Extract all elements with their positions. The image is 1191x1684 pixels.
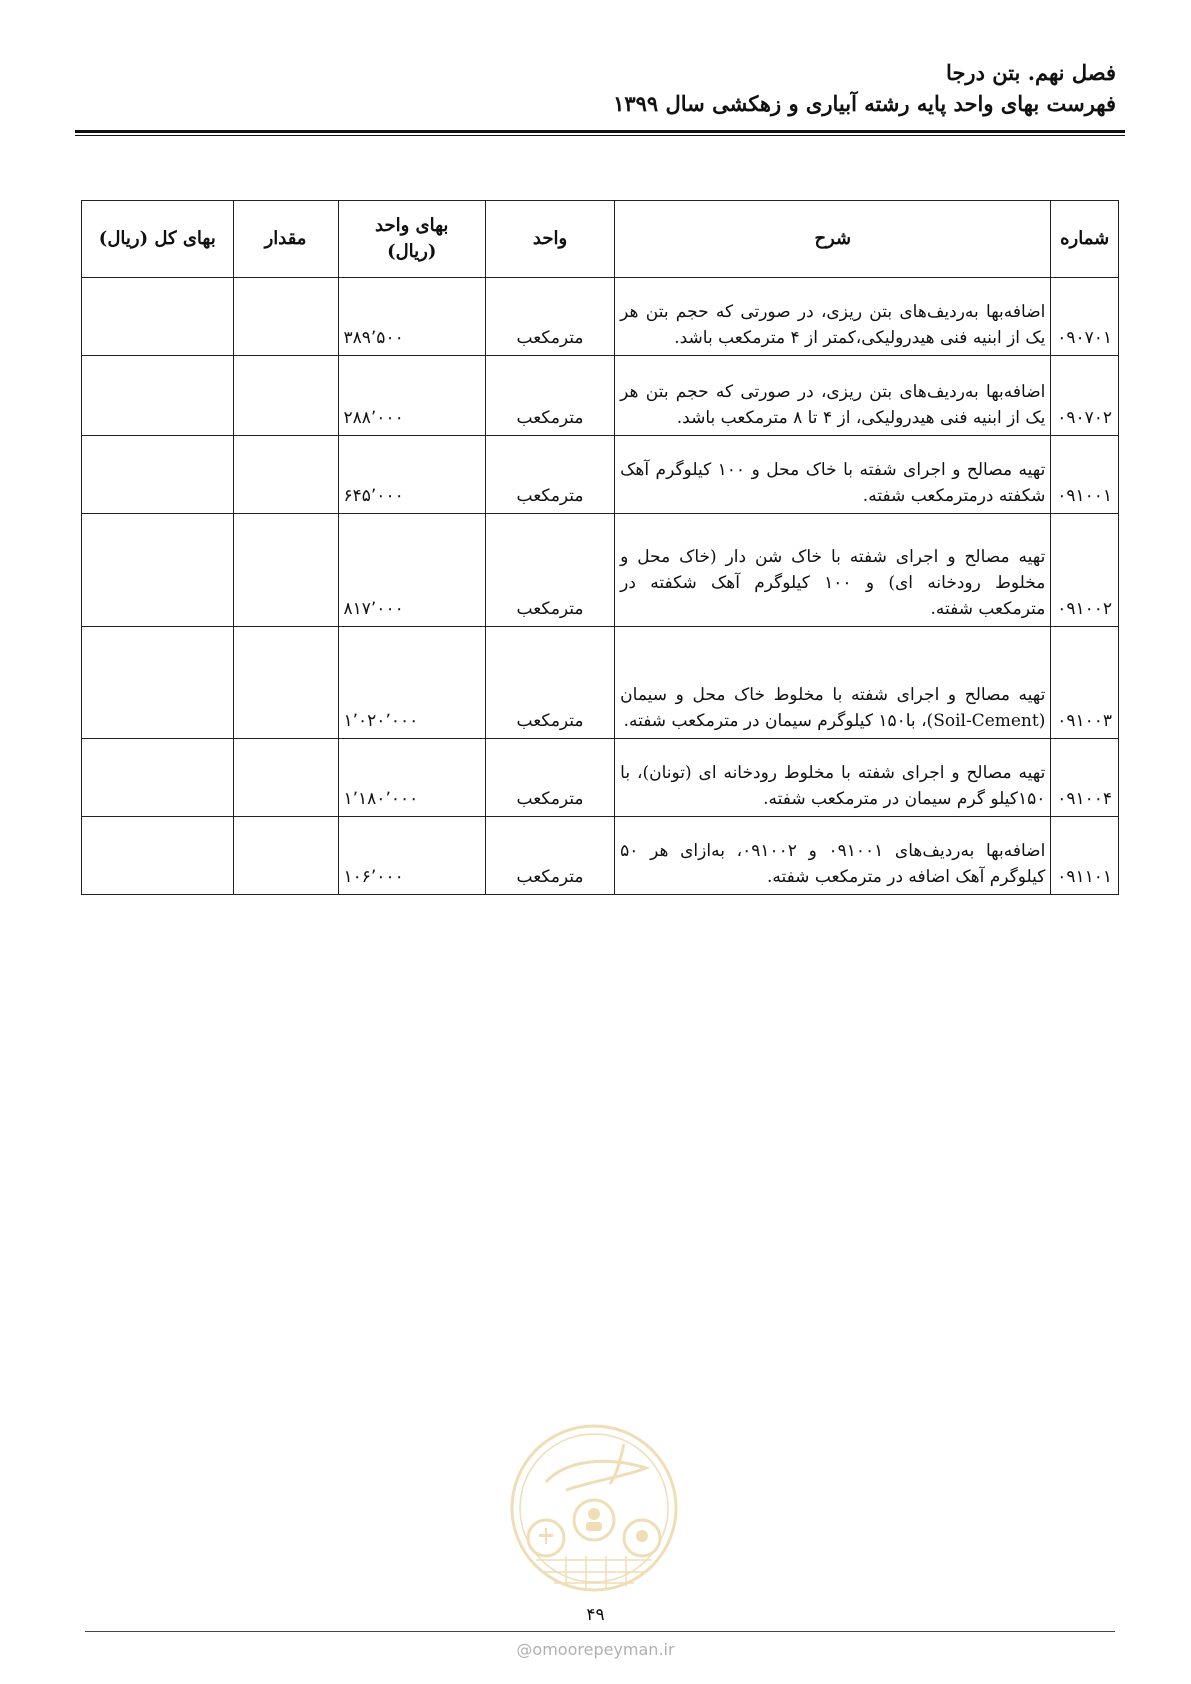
- document-subtitle: فهرست بهای واحد پایه رشته آبیاری و زهکشی سال ۱۳۹۹: [613, 91, 1116, 116]
- item-code: ۰۹۱۰۰۲: [1051, 514, 1119, 627]
- item-description: اضافه‌بها به‌ردیف‌های بتن ریزی، در صورتی که حجم بتن هر یک از ابنیه فنی هیدرولیکی،کمتر از ۴ مترمکعب باشد.: [615, 278, 1051, 356]
- item-code: ۰۹۱۰۰۳: [1051, 627, 1119, 739]
- item-quantity: [233, 627, 338, 739]
- omoore-peyman-logo-icon: [506, 1420, 682, 1596]
- item-quantity: [233, 817, 338, 895]
- unit-price-currency: (ریال): [387, 241, 437, 262]
- item-code: ۰۹۰۷۰۱: [1051, 278, 1119, 356]
- price-list-table: [81, 200, 1119, 895]
- item-unit: مترمکعب: [485, 278, 614, 356]
- item-description: تهیه مصالح و اجرای شفته با خاک محل و ۱۰۰ کیلوگرم آهک شکفته درمترمکعب شفته.: [615, 436, 1051, 514]
- item-total-price: [82, 356, 234, 436]
- item-unit: مترمکعب: [485, 356, 614, 436]
- item-description: تهیه مصالح و اجرای شفته با مخلوط رودخانه ای (تونان)، با ۱۵۰کیلو گرم سیمان در مترمکعب شفته.: [615, 739, 1051, 817]
- chapter-title: فصل نهم. بتن درجا: [946, 60, 1116, 85]
- column-header-total-price: بهای کل (ریال): [82, 201, 234, 278]
- item-quantity: [233, 356, 338, 436]
- item-unit: مترمکعب: [485, 436, 614, 514]
- item-unit-price: ۱۰۶٬۰۰۰: [338, 817, 485, 895]
- item-unit-price: ۶۴۵٬۰۰۰: [338, 436, 485, 514]
- website-link[interactable]: @omoorepeyman.ir: [516, 1640, 675, 1659]
- column-header-unit: واحد: [485, 201, 614, 278]
- item-unit: مترمکعب: [485, 739, 614, 817]
- item-description: تهیه مصالح و اجرای شفته با مخلوط خاک محل و سیمان (Soil-Cement)، با۱۵۰ کیلوگرم سیمان در مترمکعب شفته.: [615, 627, 1051, 739]
- item-quantity: [233, 278, 338, 356]
- table-row: [82, 356, 1119, 436]
- item-description: تهیه مصالح و اجرای شفته با خاک شن دار (خاک محل و مخلوط رودخانه ای) و ۱۰۰ کیلوگرم آهک شکفته در مترمکعب شفته.: [615, 514, 1051, 627]
- item-description: اضافه‌بها به‌ردیف‌های بتن ریزی، در صورتی که حجم بتن هر یک از ابنیه فنی هیدرولیکی، از ۴ تا ۸ مترمکعب باشد.: [615, 356, 1051, 436]
- page-header: [66, 58, 1116, 120]
- item-total-price: [82, 817, 234, 895]
- item-code: ۰۹۱۰۰۱: [1051, 436, 1119, 514]
- header-divider-thin: [75, 135, 1125, 136]
- table-row: [82, 278, 1119, 356]
- table-row: [82, 817, 1119, 895]
- table-row: [82, 739, 1119, 817]
- column-header-quantity: مقدار: [233, 201, 338, 278]
- item-total-price: [82, 739, 234, 817]
- item-unit-price: ۱٬۱۸۰٬۰۰۰: [338, 739, 485, 817]
- unit-price-label: بهای واحد: [375, 215, 449, 236]
- column-header-description: شرح: [615, 201, 1051, 278]
- header-divider-thick: [75, 130, 1125, 133]
- item-total-price: [82, 436, 234, 514]
- item-code: ۰۹۱۰۰۴: [1051, 739, 1119, 817]
- table-header-row: [82, 201, 1119, 278]
- item-code: ۰۹۰۷۰۲: [1051, 356, 1119, 436]
- item-quantity: [233, 436, 338, 514]
- item-code: ۰۹۱۱۰۱: [1051, 817, 1119, 895]
- item-unit-price: ۸۱۷٬۰۰۰: [338, 514, 485, 627]
- item-total-price: [82, 514, 234, 627]
- item-total-price: [82, 627, 234, 739]
- item-description: اضافه‌بها به‌ردیف‌های ۰۹۱۰۰۱ و ۰۹۱۰۰۲، به‌ازای هر ۵۰ کیلوگرم آهک اضافه در مترمکعب شفته.: [615, 817, 1051, 895]
- item-unit-price: ۳۸۹٬۵۰۰: [338, 278, 485, 356]
- table-row: [82, 436, 1119, 514]
- item-unit: مترمکعب: [485, 817, 614, 895]
- item-quantity: [233, 739, 338, 817]
- footer-divider: [85, 1631, 1115, 1632]
- table-row: [82, 514, 1119, 627]
- item-unit: مترمکعب: [485, 514, 614, 627]
- item-unit: مترمکعب: [485, 627, 614, 739]
- column-header-code: شماره: [1051, 201, 1119, 278]
- column-header-unit-price: [338, 201, 485, 278]
- item-quantity: [233, 514, 338, 627]
- page-number: ۴۹: [586, 1605, 605, 1625]
- table-row: [82, 627, 1119, 739]
- item-unit-price: ۲۸۸٬۰۰۰: [338, 356, 485, 436]
- item-total-price: [82, 278, 234, 356]
- logo-text: امور پیمان: [591, 1478, 597, 1479]
- item-unit-price: ۱٬۰۲۰٬۰۰۰: [338, 627, 485, 739]
